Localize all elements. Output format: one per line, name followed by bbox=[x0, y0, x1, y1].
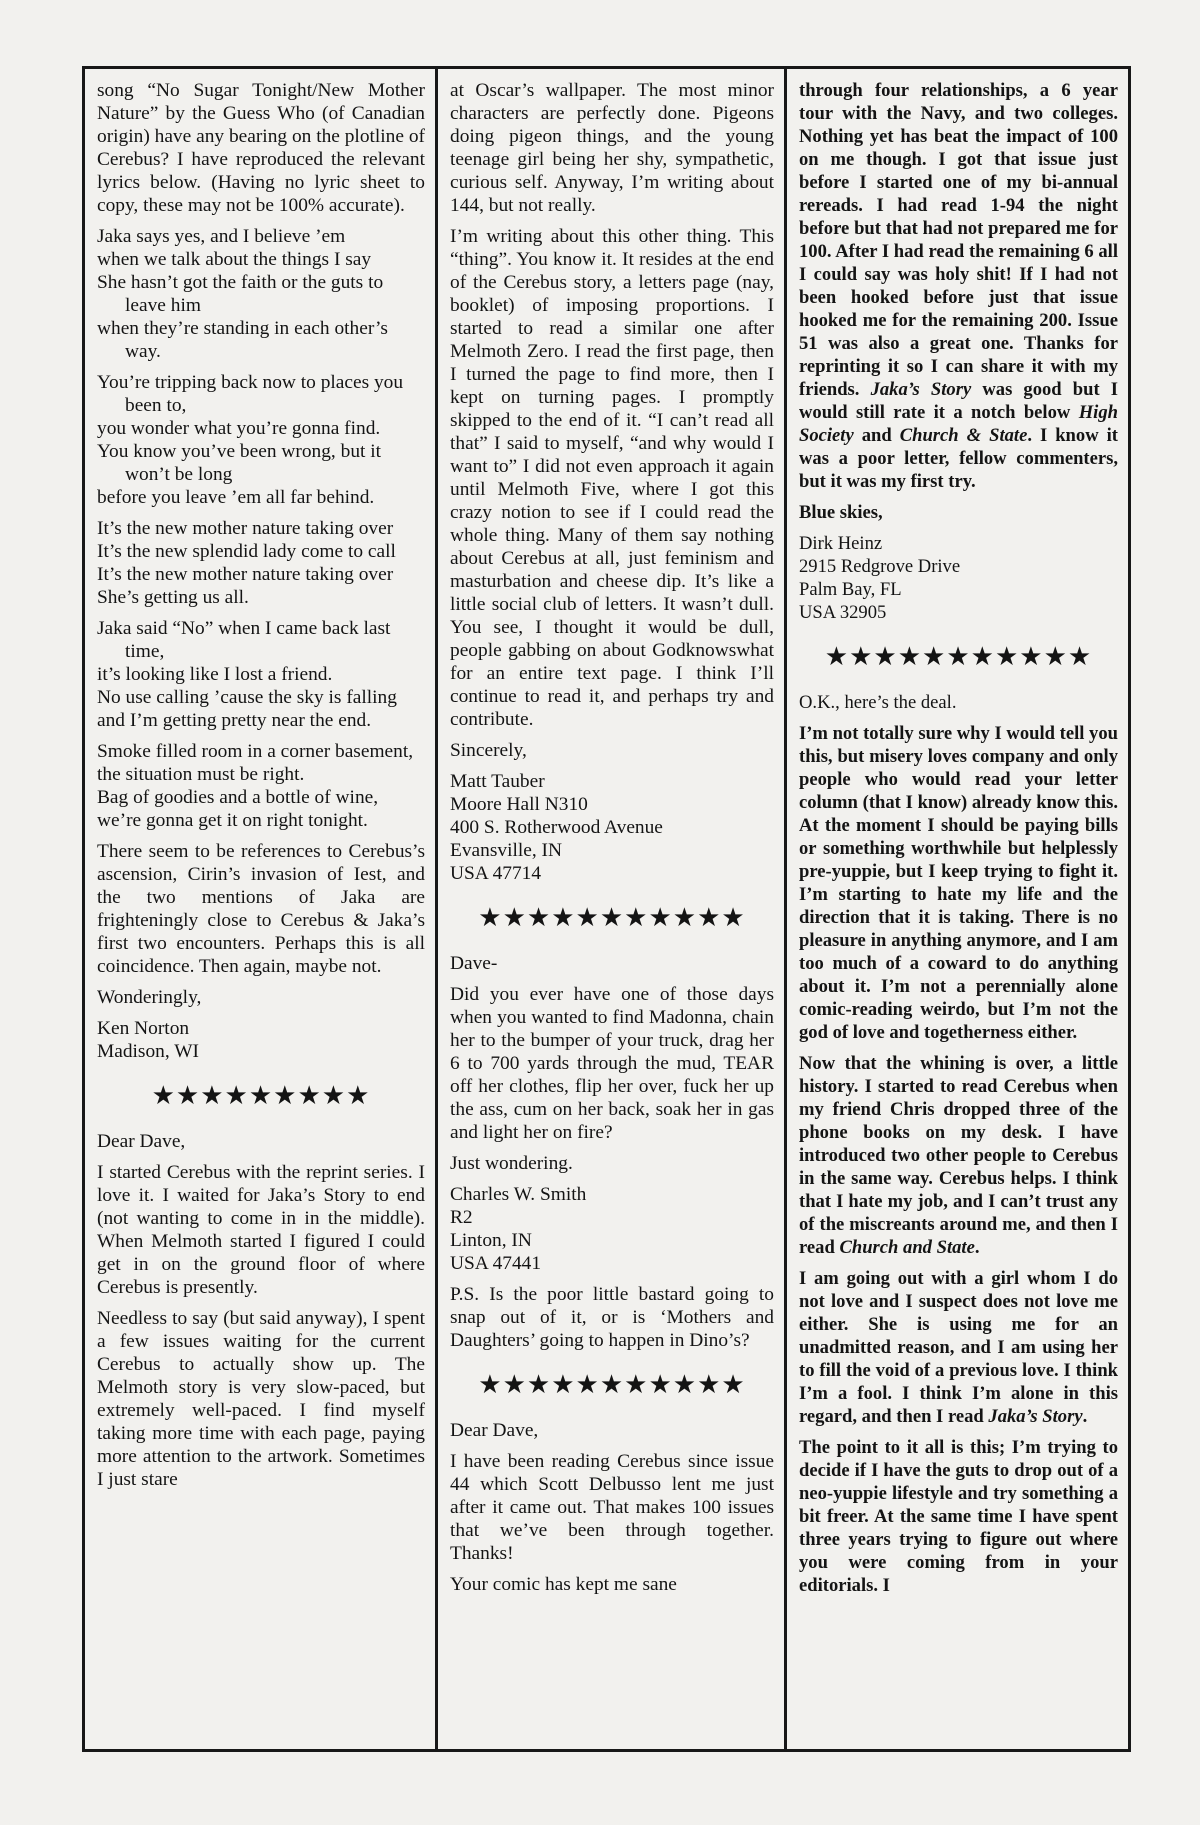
paragraph: Your comic has kept me sane bbox=[450, 1574, 677, 1595]
column-right bbox=[784, 69, 1128, 1749]
letter-closing: Blue skies, bbox=[799, 502, 883, 523]
lyric-line: She’s getting us all. bbox=[97, 587, 249, 608]
star-divider: ★★★★★★★★★★★ bbox=[824, 642, 1093, 672]
lyrics-verse bbox=[97, 740, 425, 832]
lyric-line: you wonder what you’re gonna find. bbox=[97, 418, 381, 439]
paragraph: through four relationships, a 6 year tour with the Navy, and two colleges. Nothing yet has beat the impact of 100 on me though. I got that issue just before I started one of my bi-annual rereads. I had read 1-94 the night before but that had not prepared me for 100. After I had read the remaining 6 all I could say was holy shit! If I had not been hooked before just that issue hooked me for the remaining 200. Issue 51 was also a great one. Thanks for reprinting it so I can share it with my friends. Jaka’s Story was good but I would still rate it a notch below High Society and Church & State. I know it was a poor letter, fellow commenters, but it was my first try. bbox=[799, 80, 1118, 492]
paragraph: Now that the whining is over, a little history. I started to read Cerebus when my friend Chris dropped three of the phone books on my desk. I have introduced two other people to Cerebus in the same way. Cerebus helps. I think that I hate my job, and I can’t trust any of the miscreants around me, and then I read Church and State. bbox=[799, 1053, 1118, 1258]
lyric-line: You’re tripping back now to places you been to, bbox=[97, 372, 404, 416]
signature-line: Matt Tauber bbox=[450, 771, 545, 792]
star-divider: ★★★★★★★★★★★ bbox=[478, 903, 746, 933]
lyric-line: It’s the new mother nature taking over bbox=[97, 518, 394, 539]
lyric-line: It’s the new mother nature taking over bbox=[97, 564, 394, 585]
signature-line: USA 47714 bbox=[450, 863, 542, 884]
lyric-line: Bag of goodies and a bottle of wine, bbox=[97, 787, 379, 808]
paragraph: Needless to say (but said anyway), I spent a few issues waiting for the current Cerebus to actually show up. The Melmoth story is very slow-paced, but extremely well-paced. I find myself taking more time with each page, paying more attention to the artwork. Sometimes I just stare bbox=[97, 1308, 425, 1490]
paragraph: I have been reading Cerebus since issue 44 which Scott Delbusso lent me just after it came out. That makes 100 issues that we’ve been through together. Thanks! bbox=[450, 1451, 774, 1564]
letter-signature bbox=[450, 770, 774, 885]
postscript: P.S. Is the poor little bastard going to snap out of it, or is ‘Mothers and Daughters’ going to happen in Dino’s? bbox=[450, 1284, 774, 1351]
signature-line: Palm Bay, FL bbox=[799, 579, 902, 600]
paragraph: The point to it all is this; I’m trying to decide if I have the guts to drop out of a neo-yuppie lifestyle and try something a bit freer. At the same time I have spent three years trying to figure out where you were coming from in your editorials. I bbox=[799, 1437, 1118, 1596]
paragraph: Did you ever have one of those days when you wanted to find Madonna, chain her to the bumper of your truck, drag her 6 to 700 yards through the mud, TEAR off her clothes, flip her over, fuck her up the ass, cum on her back, soak her in gas and light her on fire? bbox=[450, 984, 774, 1143]
signature-line: USA 47441 bbox=[450, 1253, 542, 1274]
signature-line: Madison, WI bbox=[97, 1041, 199, 1062]
lyric-line: Jaka said “No” when I came back last time, bbox=[97, 618, 391, 662]
lyric-line: You know you’ve been wrong, but it won’t be long bbox=[97, 441, 382, 485]
signature-line: 2915 Redgrove Drive bbox=[799, 556, 961, 577]
paragraph: at Oscar’s wallpaper. The most minor characters are perfectly done. Pigeons doing pigeon things, and the young teenage girl being her shy, sympathetic, curious self. Anyway, I’m writing about 144, but not really. bbox=[450, 80, 774, 216]
signature-line: Ken Norton bbox=[97, 1018, 190, 1039]
signature-line: Linton, IN bbox=[450, 1230, 532, 1251]
letter-salutation: Dave- bbox=[450, 953, 498, 974]
lyric-line: the situation must be right. bbox=[97, 764, 305, 785]
paragraph: I’m writing about this other thing. This “thing”. You know it. It resides at the end of the Cerebus story, a letters page (nay, booklet) of imposing proportions. I started to read a similar one after Melmoth Zero. I read the first page, then I turned the page to find more, then I kept on turning pages. I promptly skipped to the end of it. “I can’t read all that” I said to myself, “and why would I want to” I did not even approach it again until Melmoth Five, where I got this crazy notion to see if I could read the whole thing. Many of them say nothing about Cerebus at all, just feminism and masturbation and cheese dip. It’s like a little social club of letters. It wasn’t dull. You see, I thought it would be dull, people gabbing on about Godknowswhat for an entire text page. I think I’ll continue to read it, and perhaps try and contribute. bbox=[450, 226, 774, 730]
lyrics-verse bbox=[97, 371, 425, 509]
letter-signature bbox=[799, 532, 1118, 624]
paragraph: O.K., here’s the deal. bbox=[799, 692, 957, 713]
lyric-line: and I’m getting pretty near the end. bbox=[97, 710, 372, 731]
paragraph: I am going out with a girl whom I do not love and I suspect does not love me either. She is using me for an unadmitted reason, and I am using her to fill the void of a previous love. I think I’m a fool. I think I’m alone in this regard, and then I read Jaka’s Story. bbox=[799, 1268, 1118, 1427]
letter-salutation: Dear Dave, bbox=[97, 1131, 186, 1152]
letter-signature bbox=[450, 1183, 774, 1275]
signature-line: 400 S. Rotherwood Avenue bbox=[450, 817, 663, 838]
star-divider: ★★★★★★★★★★★ bbox=[478, 1370, 746, 1400]
letter-salutation: Dear Dave, bbox=[450, 1420, 539, 1441]
letters-page-frame bbox=[82, 66, 1131, 1752]
signature-line: USA 32905 bbox=[799, 602, 887, 623]
lyrics-verse bbox=[97, 517, 425, 609]
signature-line: Evansville, IN bbox=[450, 840, 563, 861]
lyric-line: She hasn’t got the faith or the guts to leave him bbox=[97, 272, 384, 316]
lyric-line: before you leave ’em all far behind. bbox=[97, 487, 375, 508]
paragraph: There seem to be references to Cerebus’s ascension, Cirin’s invasion of Iest, and the two mentions of Jaka are frighteningly close to Cerebus & Jaka’s first two encounters. Perhaps this is all coincidence. Then again, maybe not. bbox=[97, 841, 425, 977]
lyrics-verse bbox=[97, 617, 425, 732]
signature-line: Charles W. Smith bbox=[450, 1184, 587, 1205]
signature-line: R2 bbox=[450, 1207, 473, 1228]
letter-closing: Sincerely, bbox=[450, 740, 527, 761]
lyric-line: Jaka says yes, and I believe ’em bbox=[97, 226, 346, 247]
letter-closing: Just wondering. bbox=[450, 1153, 573, 1174]
lyric-line: It’s the new splendid lady come to call bbox=[97, 541, 396, 562]
lyric-line: we’re gonna get it on right tonight. bbox=[97, 810, 368, 831]
paragraph: song “No Sugar Tonight/New Mother Nature” by the Guess Who (of Canadian origin) have any bearing on the plotline of Cerebus? I have reproduced the relevant lyrics below. (Having no lyric sheet to copy, these may not be 100% accurate). bbox=[97, 80, 425, 216]
column-left bbox=[85, 69, 435, 1749]
column-middle bbox=[435, 69, 784, 1749]
paragraph: I started Cerebus with the reprint series. I love it. I waited for Jaka’s Story to end (not wanting to come in in the middle). When Melmoth started I figured I could get in on the ground floor of where Cerebus is presently. bbox=[97, 1162, 425, 1298]
lyric-line: No use calling ’cause the sky is falling bbox=[97, 687, 397, 708]
lyric-line: Smoke filled room in a corner basement, bbox=[97, 741, 414, 762]
lyrics-verse bbox=[97, 225, 425, 363]
signature-line: Dirk Heinz bbox=[799, 533, 883, 554]
lyric-line: when they’re standing in each other’s way. bbox=[97, 318, 388, 362]
letter-signature bbox=[97, 1017, 425, 1063]
star-divider: ★★★★★★★★★ bbox=[151, 1081, 371, 1111]
lyric-line: it’s looking like I lost a friend. bbox=[97, 664, 333, 685]
signature-line: Moore Hall N310 bbox=[450, 794, 588, 815]
lyric-line: when we talk about the things I say bbox=[97, 249, 372, 270]
paragraph: I’m not totally sure why I would tell you this, but misery loves company and only people who would read your letter column (that I know) already know this. At the moment I should be paying bills or something worthwhile but helplessly pre-yuppie, but I keep trying to fight it. I’m starting to hate my life and the direction that it is taking. There is no pleasure in anything anymore, and I am too much of a coward to do anything about it. I’m not a perennially alone comic-reading weirdo, but I’m not the god of love and togetherness either. bbox=[799, 723, 1118, 1043]
letter-closing: Wonderingly, bbox=[97, 987, 202, 1008]
